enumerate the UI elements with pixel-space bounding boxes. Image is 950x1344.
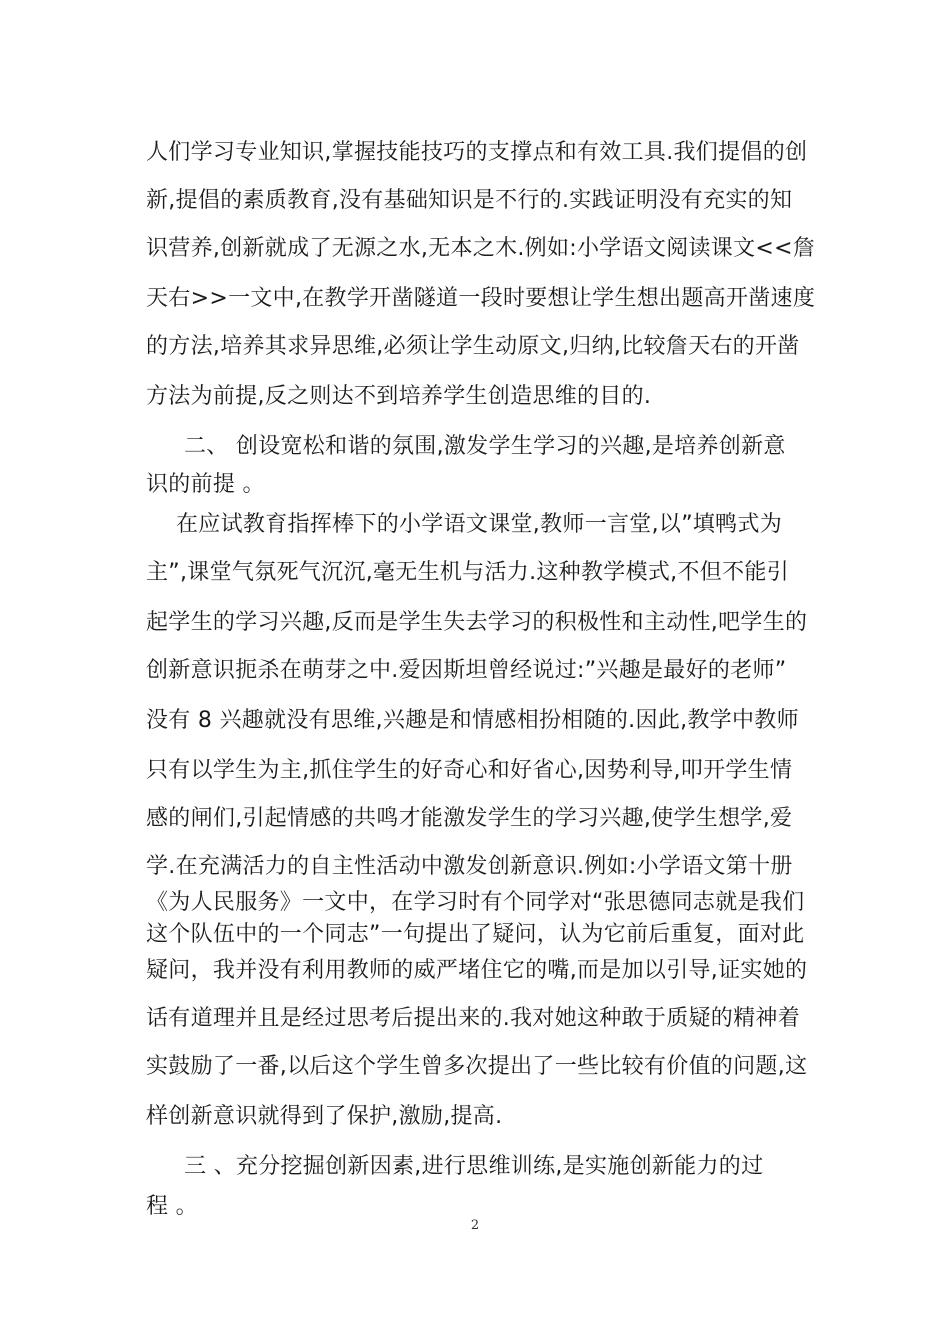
text-line: 没有 8 兴趣就没有思维,兴趣是和情感相扮相随的.因此,教学中教师 <box>146 708 799 733</box>
text-line: 疑问，我并没有利用教师的威严堵住它的嘴,而是加以引导,证实她的 <box>146 958 808 983</box>
text-line: 只有以学生为主,抓住学生的好奇心和好省心,因势利导,叩开学生情 <box>146 758 793 783</box>
text-line: 新,提倡的素质教育,没有基础知识是不行的.实践证明没有充实的知 <box>146 188 793 213</box>
text-line: 方法为前提,反之则达不到培养学生创造思维的目的. <box>146 384 652 409</box>
text-line: 实鼓励了一番,以后这个学生曾多次提出了一些比较有价值的问题,这 <box>146 1054 808 1079</box>
page-number: 2 <box>470 1218 480 1233</box>
text-line: 主”,课堂气氛死气沉沉,毫无生机与活力.这种教学模式,不但不能引 <box>146 560 789 585</box>
heading-line: 二、 创设宽松和谐的氛围,激发学生学习的兴趣,是培养创新意 <box>184 434 786 459</box>
text-line: 学.在充满活力的自主性活动中激发创新意识.例如:小学语文第十册 <box>146 854 793 879</box>
text-line: 话有道理并且是经过思考后提出来的.我对她这种敢于质疑的精神着 <box>146 1006 800 1031</box>
text-line: 样创新意识就得到了保护,激励,提高. <box>146 1104 503 1129</box>
text-line: 天右>>一文中,在教学开凿隧道一段时要想让学生想出题高开凿速度 <box>146 286 816 311</box>
heading-line: 程 。 <box>146 1194 198 1219</box>
text-line: 创新意识扼杀在萌芽之中.爱因斯坦曾经说过:”兴趣是最好的老师” <box>146 658 787 683</box>
text-line: 这个队伍中的一个同志”一句提出了疑问，认为它前后重复，面对此 <box>146 922 805 947</box>
text-line: 感的闸们,引起情感的共鸣才能激发学生的学习兴趣,使学生想学,爱 <box>146 806 793 831</box>
heading-line: 三 、充分挖掘创新因素,进行思维训练,是实施创新能力的过 <box>184 1154 764 1179</box>
text-line: 起学生的学习兴趣,反而是学生失去学习的积极性和主动性,吧学生的 <box>146 610 808 635</box>
heading-line: 识的前提 。 <box>146 472 265 497</box>
text-line: 人们学习专业知识,掌握技能技巧的支撑点和有效工具.我们提倡的创 <box>146 140 808 165</box>
text-line: 在应试教育指挥棒下的小学语文课堂,教师一言堂,以”填鸭式为 <box>176 512 783 537</box>
text-line: 的方法,培养其求异思维,必须让学生动原文,归纳,比较詹天右的开凿 <box>146 334 800 359</box>
text-line: 识营养,创新就成了无源之水,无本之木.例如:小学语文阅读课文<<詹 <box>146 236 816 261</box>
text-line: 《为人民服务》一文中，在学习时有个同学对“张思德同志就是我们 <box>146 890 805 915</box>
